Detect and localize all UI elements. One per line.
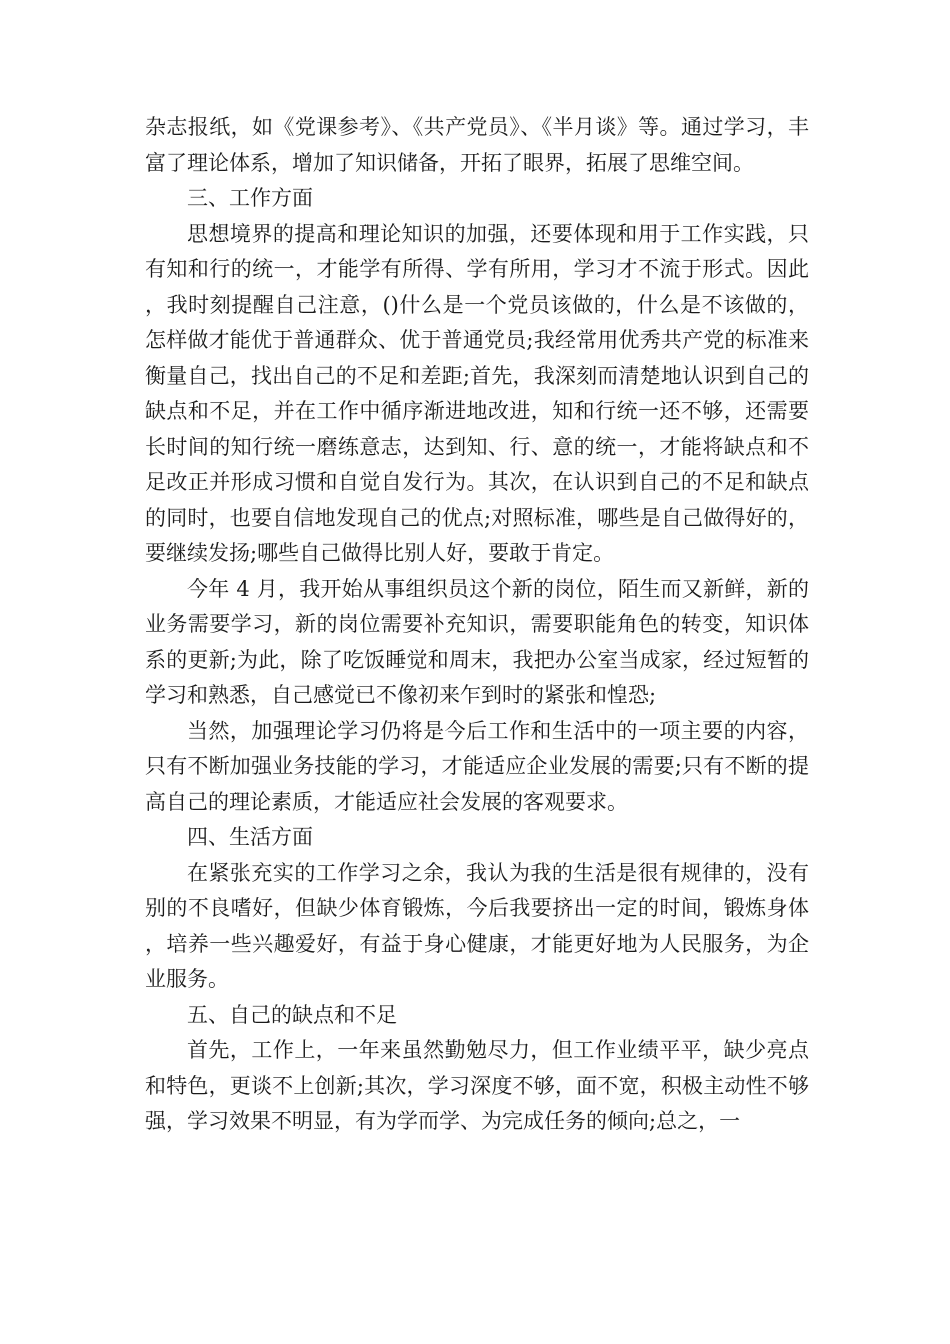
paragraph-study-materials: 杂志报纸，如《党课参考》、《共产党员》、《半月谈》等。通过学习，丰富了理论体系，增加了知识储备，开拓了眼界，拓展了思维空间。 — [145, 115, 809, 175]
paragraph-theory-study: 当然，加强理论学习仍将是今后工作和生活中的一项主要的内容，只有不断加强业务技能的学习，才能适应企业发展的需要;只有不断的提高自己的理论素质，才能适应社会发展的客观要求。 — [145, 718, 809, 814]
section-heading-life: 四、生活方面 — [187, 825, 313, 849]
document-page — [145, 110, 809, 1140]
section-heading-shortcomings: 五、自己的缺点和不足 — [187, 1002, 397, 1027]
paragraph-work-practice: 思想境界的提高和理论知识的加强，还要体现和用于工作实践，只有知和行的统一，才能学有所得、学有所用，学习才不流于形式。因此，我时刻提醒自己注意，()什么是一个党员该做的，什么是不该做的，怎样做才能优于普通群众、优于普通党员;我经常用优秀共产党的标准来衡量自己，找出自己的不足和差距;首先，我深刻而清楚地认识到自己的缺点和不足，并在工作中循序渐进地改进，知和行统一还不够，还需要长时间的知行统一磨练意志，达到知、行、意的统一，才能将缺点和不足改正并形成习惯和自觉自发行为。其次，在认识到自己的不足和缺点的同时，也要自信地发现自己的优点;对照标准，哪些是自己做得好的，要继续发扬;哪些自己做得比别人好，要敢于肯定。 — [145, 221, 809, 565]
section-heading-work: 三、工作方面 — [187, 186, 313, 210]
paragraph-life: 在紧张充实的工作学习之余，我认为我的生活是很有规律的，没有别的不良嗜好，但缺少体育锻炼，今后我要挤出一定的时间，锻炼身体，培养一些兴趣爱好，有益于身心健康，才能更好地为人民服务，为企业服务。 — [145, 860, 809, 991]
paragraph-new-position: 今年 4 月，我开始从事组织员这个新的岗位，陌生而又新鲜，新的业务需要学习，新的岗位需要补充知识，需要职能角色的转变，知识体系的更新;为此，除了吃饭睡觉和周末，我把办公室当成家，经过短暂的学习和熟悉，自己感觉已不像初来乍到时的紧张和惶恐; — [145, 576, 809, 707]
paragraph-shortcomings: 首先，工作上，一年来虽然勤勉尽力，但工作业绩平平，缺少亮点和特色，更谈不上创新;其次，学习深度不够，面不宽，积极主动性不够强，学习效果不明显，有为学而学、为完成任务的倾向;总之，一 — [145, 1038, 809, 1133]
